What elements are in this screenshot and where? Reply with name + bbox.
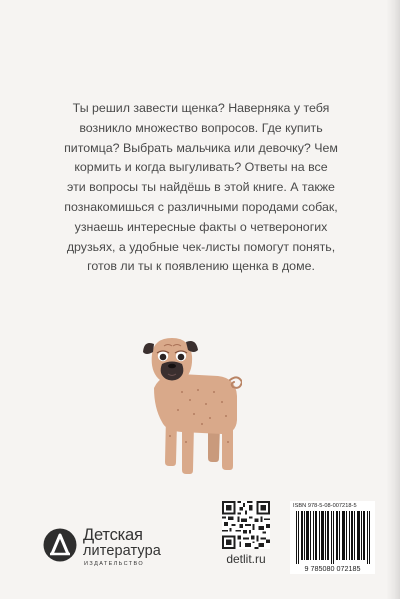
publisher-subtitle: ИЗДАТЕЛЬСТВО	[84, 561, 145, 567]
publisher-name-line1: Детская	[83, 526, 143, 544]
publisher-emblem-icon	[43, 528, 77, 562]
description-line: познакомишься с различными породами собак,	[64, 199, 338, 214]
isbn-label: ISBN 978-5-08-007218-5	[293, 503, 357, 509]
barcode-icon	[294, 511, 372, 564]
description-text	[40, 99, 362, 277]
description-line: узнаешь интересные факты о четвероногих	[74, 219, 328, 234]
isbn-barcode-block	[290, 501, 375, 574]
description-line: питомца? Выбрать мальчика или девочку? Чем	[64, 140, 338, 155]
qr-code-icon[interactable]	[222, 501, 270, 549]
publisher-name-line2: литература	[83, 543, 161, 559]
publisher-logo[interactable]	[43, 528, 193, 568]
spine-shadow	[386, 0, 400, 599]
description-line: возникло множество вопросов. Где купить	[79, 120, 323, 135]
description-line: кормить и когда выгуливать? Ответы на все	[74, 160, 328, 175]
description-line: друзьях, а удобные чек-листы помогут понять,	[66, 239, 336, 254]
description-line: эти вопросы ты найдёшь в этой книге. А также	[67, 180, 335, 195]
description-line: Ты решил завести щенка? Наверняка у тебя	[72, 101, 330, 115]
barcode-number: 9 785080 072185	[304, 564, 361, 573]
pug-icon	[142, 330, 242, 480]
website-link[interactable]: detlit.ru	[226, 552, 266, 566]
description-line: готов ли ты к появлению щенка в доме.	[87, 259, 315, 274]
